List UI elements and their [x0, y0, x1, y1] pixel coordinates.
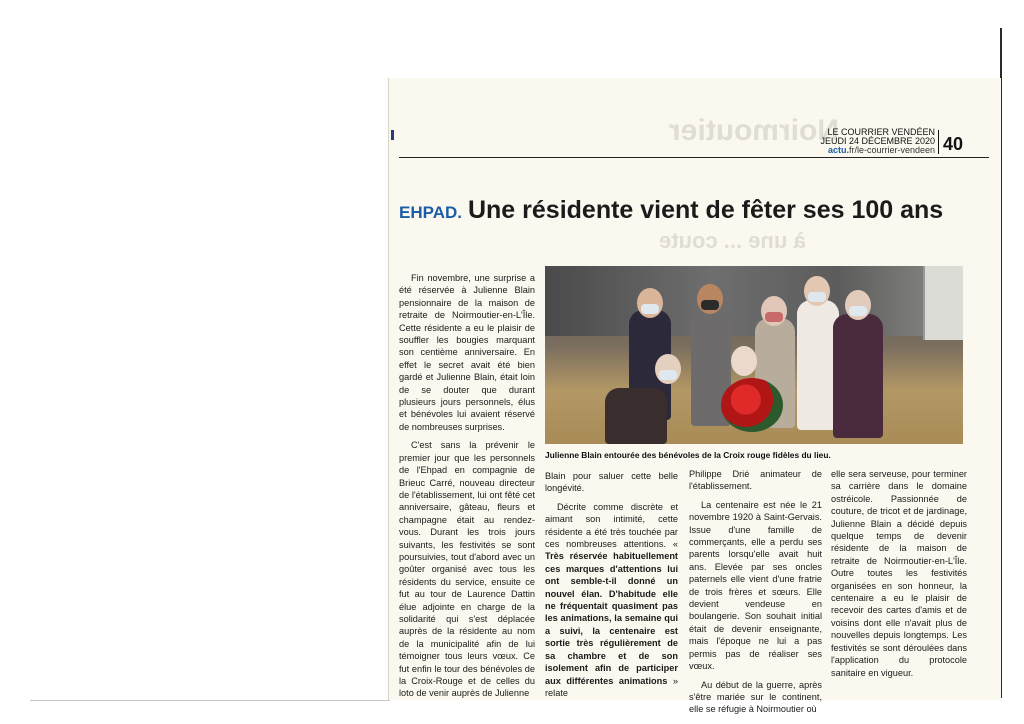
paragraph: Fin novembre, une surprise a été réservée à Julienne Blain pensionnaire de la maison de retraite de Noirmoutier-en-L'Île. Cette résidente a eu le plaisir de souffler les bougies marquant son centième anniversaire. En effet le secret avait été bien gardé et Julienne Blain, était loin de se douter que durant plusieurs jours personnels, élus et bénévoles lui avaient réservé de nombreuses surprises. — [399, 273, 535, 432]
photo-caption: Julienne Blain entourée des bénévoles de la Croix rouge fidèles du lieu. — [545, 450, 831, 460]
header-rule — [399, 157, 989, 158]
paragraph: C'est sans la prévenir le premier jour que les personnels de l'Ehpad en compagnie de Brieuc Carré, nouveau directeur de l'établissement, lui ont fêté cet anniversaire, gâteau, fleurs et champagne était au rendez-vous. Durant les trois jours suivants, les festivités se sont poursuivies, tout d'abord avec un goûter organisé avec tous les résidents du service, ensuite ce fut au tour de Laurence Dattin élue adjointe en charge de la solidarité qui s'est déplacée auprès de la résidente au nom de la municipalité afin de lui témoigner tous leurs vœux. Ce fut enfin le tour des bénévoles de la Croix-Rouge et de celles du loto de venir auprès de Julienne — [399, 440, 535, 699]
photo-mask — [659, 370, 677, 380]
article-photo — [545, 266, 963, 444]
text-run: Décrite comme discrète et aimant son intimité, cette résidente a été très touchée par ces nombreuses attentions. « — [545, 501, 678, 550]
photo-mask — [765, 312, 783, 322]
page-number: 40 — [942, 134, 963, 154]
site-path: fr/le-courrier-vendeen — [848, 145, 935, 155]
divider — [30, 700, 390, 701]
margin-mark — [391, 130, 394, 140]
bleed-through-text: à une ... coute — [659, 228, 806, 253]
photo-person-head — [731, 346, 757, 376]
photo-person — [605, 388, 667, 444]
divider — [938, 130, 939, 154]
newspaper-clipping — [388, 78, 1001, 715]
publication-site — [820, 146, 935, 155]
quote-text: Très réservée habituellement ces marques d'attentions lui ont semble-t-il donné un nouvel élan. D'habitude elle ne fréquentait quasiment pas les animations, la semaine qui a suivi, la centenaire est sortie très régulièrement de sa chambre et de son isolement afin de participer aux différentes animations — [545, 551, 678, 686]
poinsettia-bouquet — [721, 378, 783, 432]
publication-header — [820, 128, 935, 155]
article-column-3 — [689, 468, 822, 722]
photo-person — [833, 314, 883, 438]
scan-background — [0, 0, 388, 724]
site-prefix: actu. — [827, 145, 849, 155]
article-column-4 — [831, 468, 967, 685]
publication-date: JEUDI 24 DÉCEMBRE 2020 — [820, 136, 935, 146]
paragraph: La centenaire est née le 21 novembre 1920 à Saint-Gervais. Issue d'une famille de commerçants, elle a perdu ses parents lorsqu'elle avait huit ans. Elevée par ses oncles paternels elle vient d'une fratrie de trois frères et sœurs. Elle devient vendeuse en boulangerie. Son souhait initial était de devenir enseignante, mais l'époque ne lui a pas permis pas de réaliser ses vœux. — [689, 499, 822, 672]
publication-name: LE COURRIER VENDÉEN — [827, 127, 935, 137]
article-headline — [399, 196, 959, 227]
paragraph: Philippe Drié animateur de l'établissement. — [689, 469, 822, 492]
article-column-1 — [399, 272, 535, 706]
photo-mask — [849, 306, 867, 316]
photo-mask — [808, 292, 826, 302]
photo-mask — [701, 300, 719, 310]
article-column-2 — [545, 470, 678, 705]
paragraph: elle sera serveuse, pour terminer sa carrière dans le domaine ostréicole. Passionnée de couture, de tricot et de jardinage, Julienne Blain a décidé depuis quelque temps de devenir résidente de la maison de retraite de Noirmoutier-en-L'Île. Outre toutes les festivités organisées en son honneur, la centenaire a eu le plaisir de recevoir des cartes d'amis et de voisins dont elle n'avait plus de nouvelles depuis longtemps. Les festivités se sont déroulées dans l'application du protocole sanitaire en vigueur. — [831, 469, 967, 678]
text-run: » relate — [545, 675, 678, 698]
bleed-through-text: Noirmoutier — [669, 114, 840, 147]
photo-mask — [641, 304, 659, 314]
headline-text: Une résidente vient de fêter ses 100 ans — [467, 196, 944, 224]
paragraph: Blain pour saluer cette belle longévité. — [545, 471, 678, 494]
photo-door — [923, 266, 963, 340]
paragraph: Au début de la guerre, après s'être mariée sur le continent, elle se réfugie à Noirmoutier où — [689, 679, 822, 715]
paragraph — [545, 501, 678, 700]
photo-wall — [545, 266, 963, 336]
article-kicker: EHPAD. — [399, 203, 462, 222]
